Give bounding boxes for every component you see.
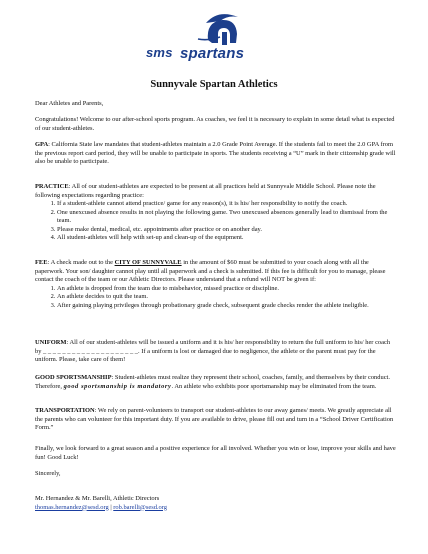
list-item: 2. One unexcused absence results in not playing the following game. Two unexcused absences generally lead to dismissal from the team.: [57, 209, 397, 226]
logo-spartans-text: spartans: [180, 45, 245, 62]
list-item: 1. If a student-athlete cannot attend practice/ game for any reason(s), it is his/ her responsibility to notify the coach.: [57, 200, 397, 209]
email-link-hernandez[interactable]: thomas.hernandez@sesd.org: [35, 503, 109, 511]
signoff-text: Sincerely,: [35, 470, 61, 477]
closing-paragraph: [35, 445, 397, 462]
uniform-paragraph: [35, 339, 397, 365]
sportsmanship-text-a: : Student-athletes must realize they represent their school, coaches, family, and themselves by their conduct. Therefore,: [35, 374, 390, 390]
gpa-paragraph: [35, 141, 397, 167]
list-item: 1. An athlete is dropped from the team due to misbehavior, missed practice or discipline.: [57, 285, 397, 294]
fee-label: FEE: [35, 259, 48, 266]
sms-spartans-logo: [146, 10, 292, 66]
email-separator: |: [108, 503, 114, 511]
list-item: 3. After gaining playing privileges through probationary grade check, subsequent grade checks render the athlete ineligible.: [57, 302, 397, 311]
gpa-text: : California State law mandates that student-athletes maintain a 2.0 Grade Point Average. If the students fail to meet the 2.0 GPA from the previous report card period, they will be unable to participate in sports. The students receiving a “U” mark in their citizenship grade will also be unable to participate.: [35, 141, 396, 165]
logo-sms-text: sms: [146, 45, 173, 60]
sportsmanship-emphasis: good sportsmanship is mandatory: [63, 382, 172, 390]
signature-block: [35, 495, 397, 512]
practice-list: [35, 200, 397, 243]
intro-text: Congratulations! Welcome to our after-school sports program. As coaches, we feel it is necessary to explain in some detail what is expected of our student-athletes.: [35, 116, 395, 132]
greeting-text: Dear Athletes and Parents,: [35, 100, 104, 107]
sportsmanship-text-b: . An athlete who exhibits poor sportsmanship may be eliminated from the team.: [171, 382, 377, 390]
sportsmanship-paragraph: [35, 374, 397, 391]
signature-text: Mr. Hernandez & Mr. Barelli, Athletic Directors: [35, 495, 160, 502]
list-item: 4. All student-athletes will help with set-up and clean-up of the equipment.: [57, 234, 397, 243]
email-link-barelli[interactable]: rob.barelli@sesd.org: [113, 503, 167, 511]
closing-text: Finally, we look forward to a great season and a positive experience for all involved. Whether you win or lose, improve your skills and have fun! Good Luck!: [35, 445, 396, 461]
greeting: [35, 100, 397, 109]
practice-text: : All of our student-athletes are expected to be present at all practices held at Sunnyvale Middle School. Please note the following expectations regarding practice:: [35, 183, 376, 199]
page-title: Sunnyvale Spartan Athletics: [150, 79, 278, 90]
intro-paragraph: [35, 116, 397, 133]
fee-section: [35, 259, 397, 310]
sportsmanship-label: GOOD SPORTSMANSHIP: [35, 374, 112, 381]
gpa-label: GPA: [35, 141, 49, 148]
uniform-label: UNIFORM: [35, 339, 67, 346]
fee-text-a: : A check made out to the: [47, 259, 115, 266]
practice-label: PRACTICE: [35, 183, 69, 190]
signoff: [35, 470, 397, 479]
fee-payee: CITY OF SUNNYVALE: [114, 259, 182, 266]
practice-section: [35, 183, 397, 243]
list-item: 3. Please make dental, medical, etc. appointments after practice or on another day.: [57, 226, 397, 235]
fee-list: [35, 285, 397, 311]
transportation-label: TRANSPORTATION: [35, 407, 95, 414]
fee-text-b: in the amount of $60 must be submitted to your coach along with all the paperwork. Your son/ daughter cannot play until all paperwork and a check is submitted. If this fee is difficult for you to manage, please contact the coach of the team or our Athletic Directors. Please understand that a refund will NOT be given if:: [35, 259, 386, 283]
list-item: 2. An athlete decides to quit the team.: [57, 293, 397, 302]
transportation-paragraph: [35, 407, 397, 433]
uniform-text: : All of our student-athletes will be issued a uniform and it is his/ her responsibility to return the full uniform to his/ her coach by _ _ _ _ _ _ _ _ _ _ _ _ _ _ _ _ _ _ _ _. If a uniform is lost or damaged due to negligence, the athlete or the parent must pay for the uniform. Please, take care of them!: [35, 339, 391, 363]
transportation-text: : We rely on parent-volunteers to transport our student-athletes to our away games/ meets. We greatly appreciate all the parents who can volunteer for this important duty. If you are available to drive, please fill out and turn in a “School Driver Certification Form.”: [35, 407, 394, 431]
